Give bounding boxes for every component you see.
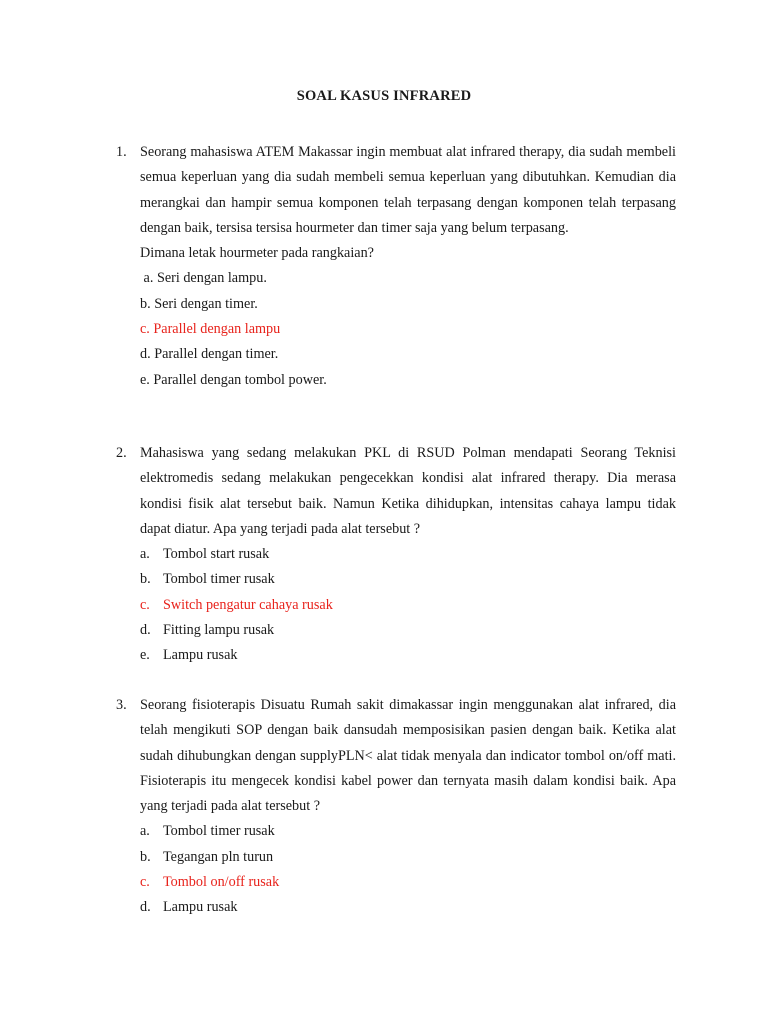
answer-option-e: e. Parallel dengan tombol power. <box>140 371 327 388</box>
answer-options <box>140 819 676 920</box>
answer-options <box>140 542 676 668</box>
question-1 <box>116 140 676 393</box>
answer-option-b: b. Tombol timer rusak <box>140 571 275 588</box>
answer-option-b: b. Seri dengan timer. <box>140 295 258 312</box>
answer-option-b: b. Tegangan pln turun <box>140 848 274 865</box>
question-stem: Mahasiswa yang sedang melakukan PKL di RSUD Polman mendapati Seorang Teknisi elektromedis sedang melakukan pengecekkan kondisi alat infrared therapy. Dia merasa kondisi fisik alat tersebut baik. Namun Ketika dihidupkan, intensitas cahaya lampu tidak dapat diatur. Apa yang terjadi pada alat tersebut ? <box>140 445 676 537</box>
question-2 <box>116 441 676 669</box>
question-stem: Seorang mahasiswa ATEM Makassar ingin membuat alat infrared therapy, dia sudah membeli semua keperluan yang dia sudah membeli semua keperluan yang dibutuhkan. Kemudian dia merangkai dan hampir semua komponen telah terpasang dengan komponen telah terpasang dengan baik, tersisa tersisa hourmeter dan timer saja yang belum terpasang. <box>140 144 676 236</box>
question-prompt: Dimana letak hourmeter pada rangkaian? <box>140 245 374 262</box>
answer-option-c-correct: c. Switch pengatur cahaya rusak <box>140 596 333 613</box>
answer-option-a: a. Tombol start rusak <box>140 546 270 563</box>
answer-option-a: a. Seri dengan lampu. <box>140 270 267 287</box>
question-number: 3. <box>116 697 127 713</box>
answer-option-c-correct: c. Tombol on/off rusak <box>140 874 280 891</box>
answer-option-a: a. Tombol timer rusak <box>140 823 275 840</box>
answer-option-d: d. Parallel dengan timer. <box>140 346 279 363</box>
answer-option-d: d. Lampu rusak <box>140 899 238 916</box>
answer-option-c-correct: c. Parallel dengan lampu <box>140 321 281 338</box>
question-3 <box>116 693 676 921</box>
answer-option-e: e. Lampu rusak <box>140 647 238 664</box>
question-stem: Seorang fisioterapis Disuatu Rumah sakit dimakassar ingin menggunakan alat infrared, dia telah mengikuti SOP dengan baik dansudah memposisikan pasien dengan baik. Ketika alat sudah dihubungkan dengan supplyPLN< alat tidak menyala dan indicator tombol on/off mati. Fisioterapis itu mengecek kondisi kabel power dan ternyata masih dalam kondisi baik. Apa yang terjadi pada alat tersebut ? <box>140 697 676 815</box>
page-title: SOAL KASUS INFRARED <box>296 88 472 104</box>
answer-options <box>140 266 676 392</box>
question-number: 2. <box>116 445 127 461</box>
answer-option-d: d. Fitting lampu rusak <box>140 622 275 639</box>
question-number: 1. <box>116 144 127 160</box>
